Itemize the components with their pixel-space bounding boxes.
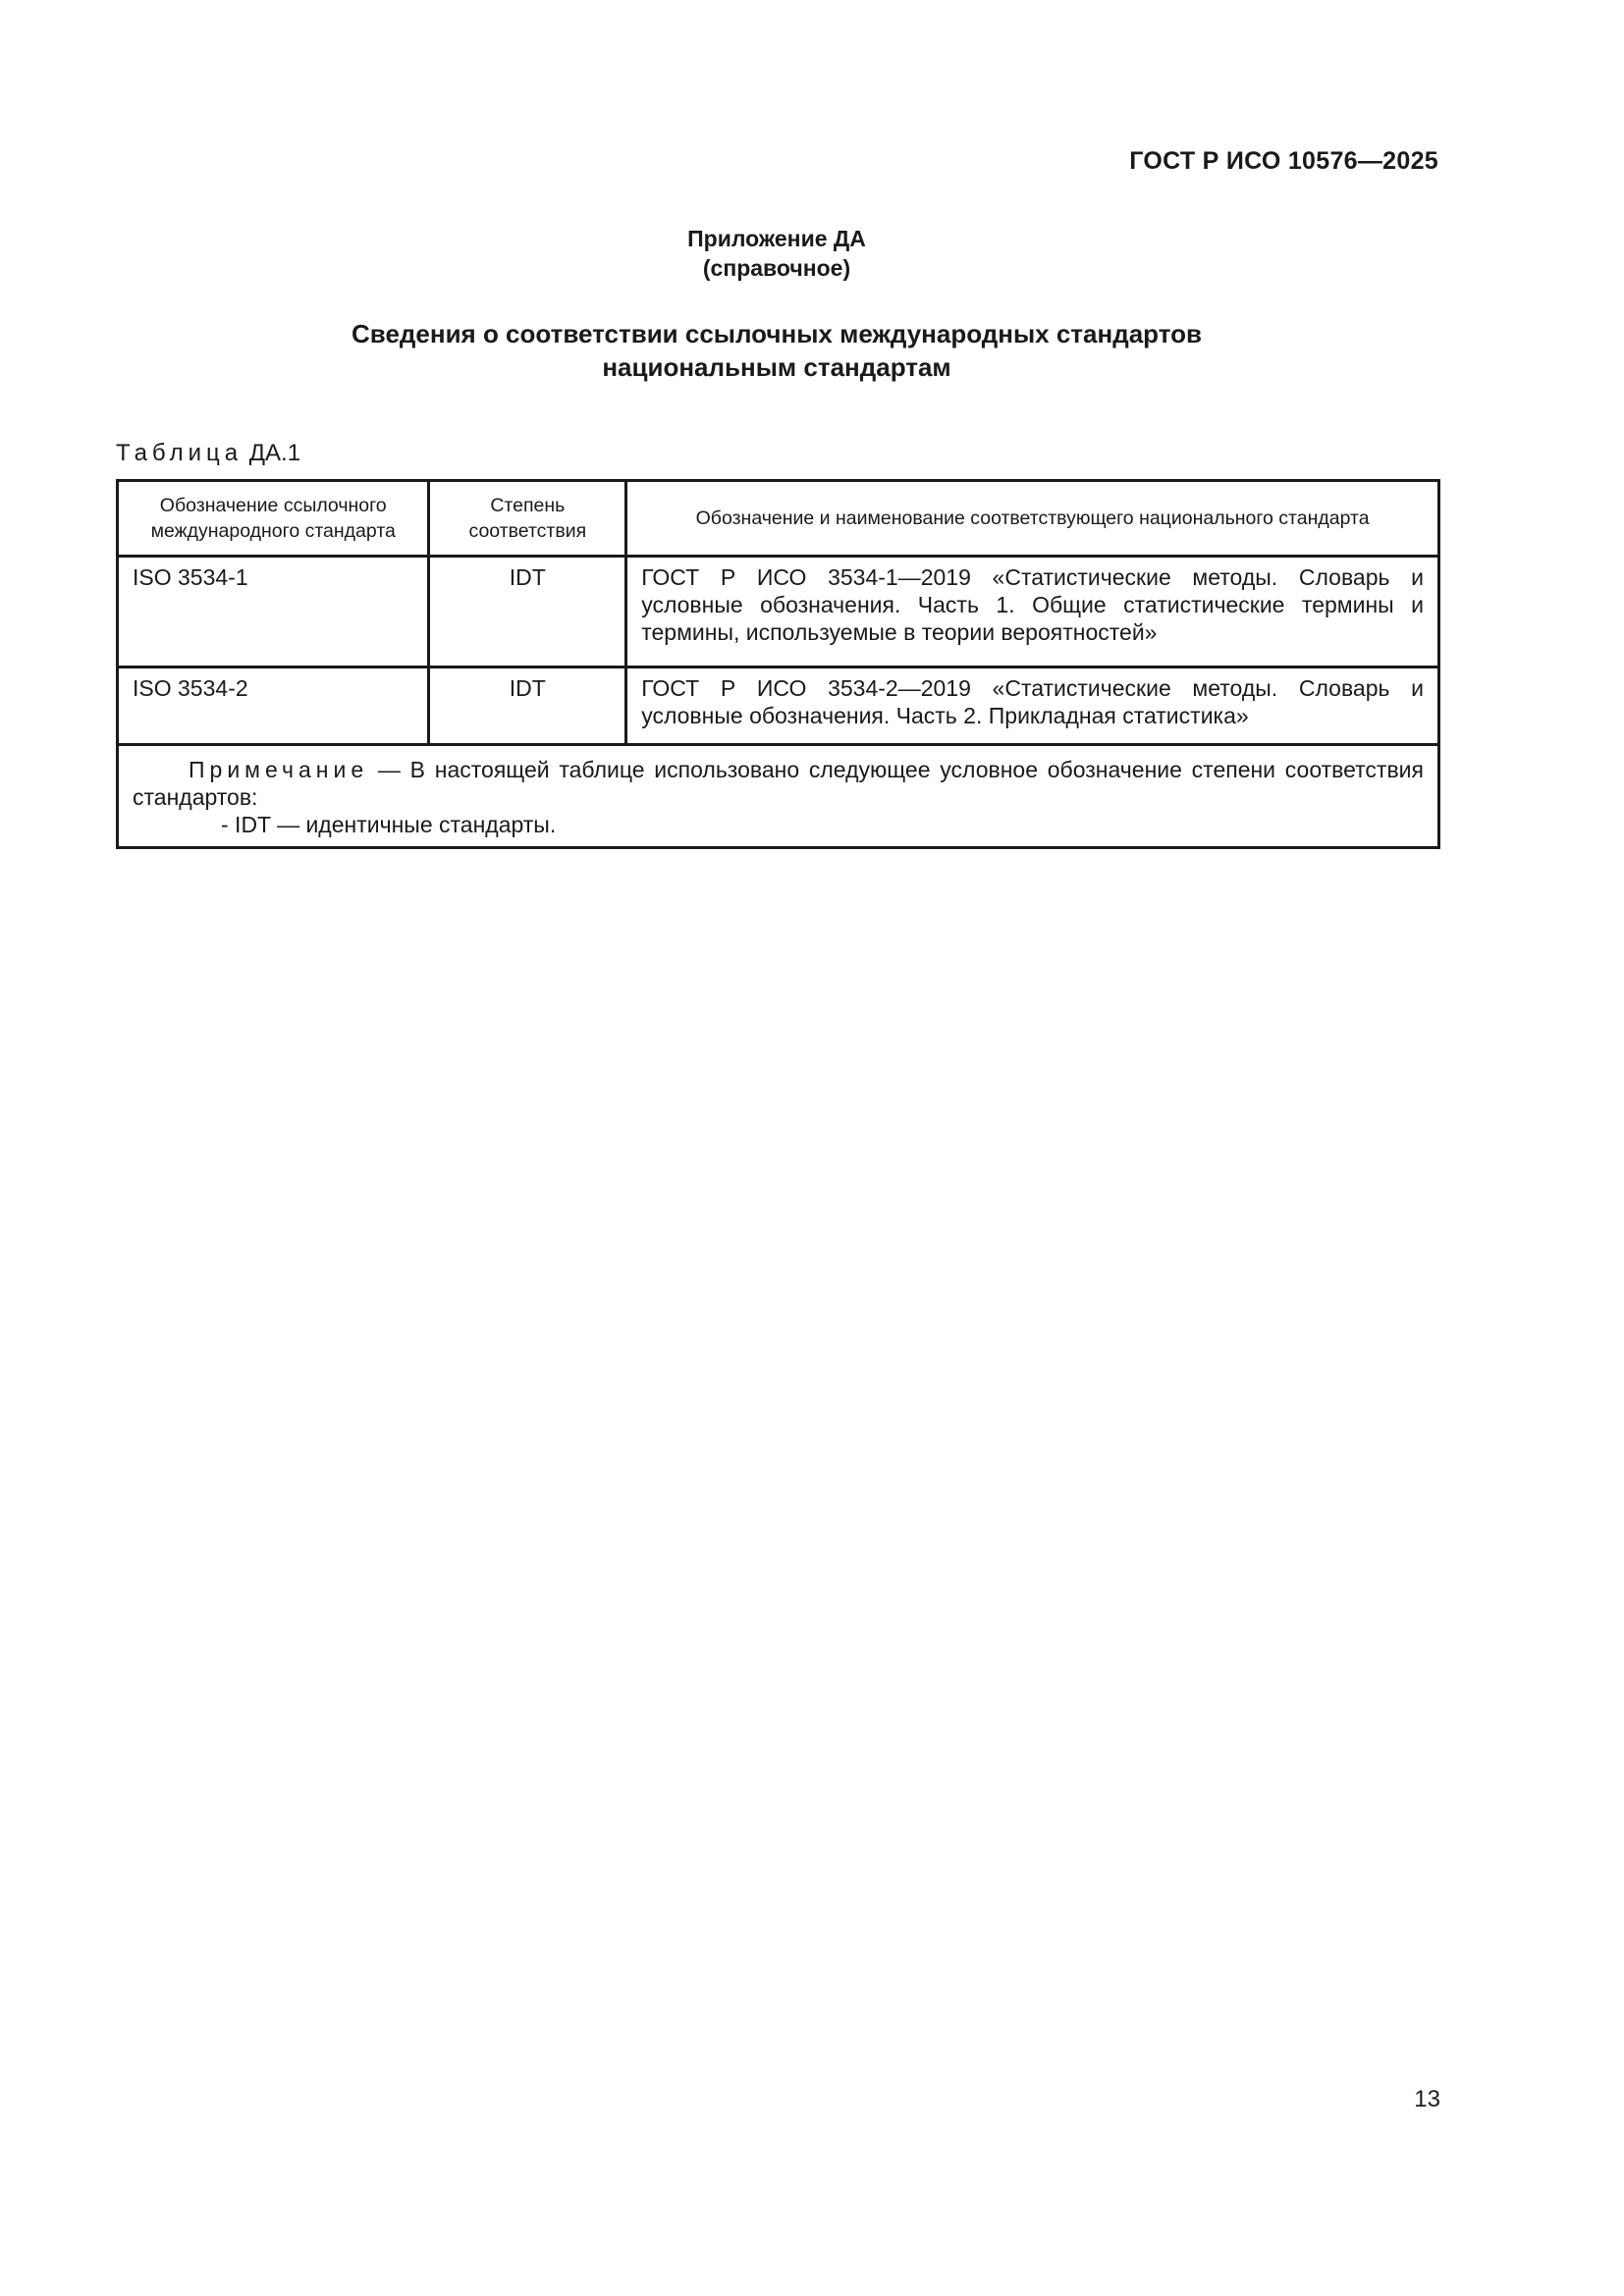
note-label: Примечание (189, 757, 369, 782)
annex-heading (0, 224, 1553, 283)
table-row (118, 557, 1439, 667)
section-title (0, 317, 1553, 384)
note-text: — В настоящей таблице использовано следующее условное обозначение степени соответствия стандартов: (133, 757, 1424, 810)
table-note (118, 745, 1439, 848)
cell-national-standard: ГОСТ Р ИСО 3534-1—2019 «Статистические методы. Словарь и условные обозначения. Часть 1. Общие статистические термины и термины, используемые в теории вероятностей» (626, 557, 1439, 667)
header-degree-of-correspondence: Степень соответствия (429, 481, 626, 557)
annex-subtitle: (справочное) (702, 255, 851, 281)
table-caption (116, 440, 300, 467)
page-number: 13 (1414, 2086, 1440, 2112)
header-national-standard: Обозначение и наименование соответствующего национального стандарта (626, 481, 1439, 557)
table-caption-number: ДА.1 (248, 440, 301, 466)
note-item: - IDT — идентичные стандарты. (221, 812, 557, 837)
cell-degree: IDT (429, 667, 626, 745)
table-row (118, 667, 1439, 745)
header-international-standard: Обозначение ссылочного международного стандарта (118, 481, 429, 557)
cell-international-standard: ISO 3534-1 (118, 557, 429, 667)
table-header-row (118, 481, 1439, 557)
document-code: ГОСТ Р ИСО 10576—2025 (1129, 147, 1438, 175)
table-note-row (118, 745, 1439, 848)
correspondence-table (116, 479, 1440, 849)
section-title-line2: национальным стандартам (602, 352, 951, 382)
cell-degree: IDT (429, 557, 626, 667)
annex-title: Приложение ДА (687, 226, 866, 251)
note-paragraph (133, 756, 1424, 811)
section-title-line1: Сведения о соответствии ссылочных международных стандартов (352, 319, 1202, 348)
table-caption-word: Таблица (116, 440, 244, 466)
cell-national-standard: ГОСТ Р ИСО 3534-2—2019 «Статистические методы. Словарь и условные обозначения. Часть 2. Прикладная статистика» (626, 667, 1439, 745)
cell-international-standard: ISO 3534-2 (118, 667, 429, 745)
